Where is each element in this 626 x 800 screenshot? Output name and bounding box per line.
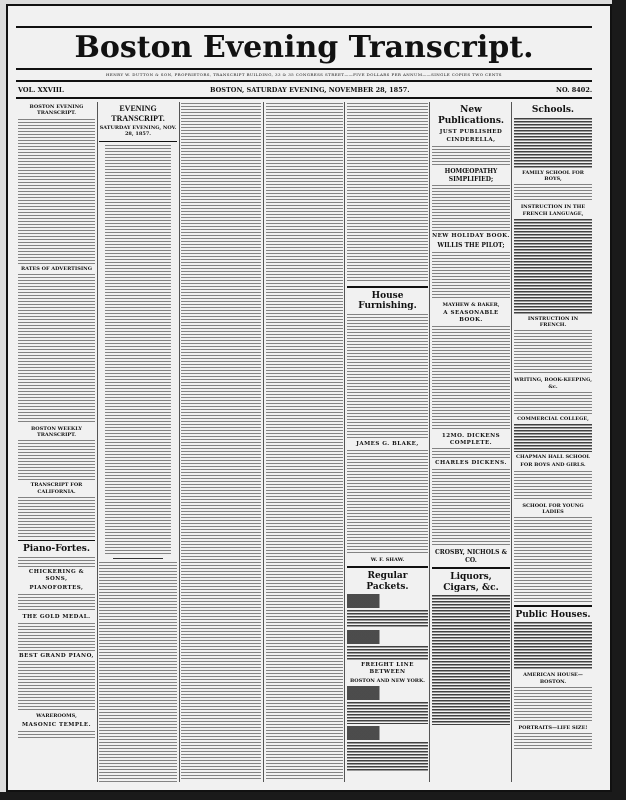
- body-text: [18, 731, 95, 739]
- ad-heading: MAYHEW & BAKER,: [442, 301, 500, 308]
- column-4: [266, 102, 343, 782]
- body-text: [432, 448, 510, 458]
- issue-date: BOSTON, SATURDAY EVENING, NOVEMBER 28, 1857.: [210, 86, 410, 94]
- volume-number: VOL. XXVIII.: [18, 86, 65, 94]
- dateline-bottom-rule: [16, 97, 592, 99]
- divider: [18, 540, 95, 542]
- column-3: [181, 102, 261, 782]
- heading: BOSTON WEEKLY TRANSCRIPT.: [30, 425, 83, 438]
- ad-heading: SCHOOL FOR YOUNG LADIES: [522, 502, 584, 515]
- ad-heading: PIANOFORTES,: [29, 584, 84, 591]
- body-text: [347, 742, 428, 772]
- ad-heading: CROSBY, NICHOLS & CO.: [435, 549, 507, 564]
- dateline-top-rule: [16, 80, 592, 82]
- section-heading: New Publications.: [437, 105, 505, 126]
- body-text: [432, 185, 510, 231]
- steamship-icon: [347, 630, 428, 644]
- ad-heading: PORTRAITS—LIFE SIZE!: [518, 724, 588, 731]
- heading: TRANSCRIPT FOR CALIFORNIA.: [30, 482, 83, 495]
- section-heading: House Furnishing.: [358, 290, 417, 312]
- body-text: [266, 103, 343, 779]
- section-heading: Regular Packets.: [366, 570, 409, 592]
- section-heading: Liquors, Cigars, &c.: [443, 571, 499, 593]
- body-text: [514, 622, 592, 670]
- body-text: [18, 661, 95, 711]
- body-text: [347, 314, 428, 439]
- body-text: [432, 326, 510, 431]
- column-5: [347, 102, 428, 782]
- ad-heading: CHICKERING & SONS,: [28, 569, 85, 582]
- body-text: [514, 424, 592, 452]
- masthead-top-rule: [16, 26, 592, 28]
- body-text: [181, 103, 261, 779]
- body-text: [18, 623, 95, 651]
- body-text: [514, 118, 592, 168]
- section-heading: Public Houses.: [515, 609, 591, 620]
- ad-heading: W. F. SHAW.: [370, 556, 405, 563]
- body-text: [514, 184, 592, 202]
- scan-edge-right: [612, 0, 626, 800]
- body-text: [18, 440, 95, 480]
- steamship-icon: [347, 686, 428, 700]
- body-text: [18, 119, 95, 264]
- body-text: [432, 595, 510, 725]
- ad-heading: WILLIS THE PILOT;: [437, 242, 505, 250]
- heading: BOSTON EVENING TRANSCRIPT.: [29, 104, 84, 117]
- body-text: [347, 450, 428, 555]
- column-1: [18, 102, 95, 782]
- ad-heading: CHAPMAN HALL SCHOOL: [516, 454, 590, 461]
- body-text: [514, 330, 592, 375]
- ad-heading: AMERICAN HOUSE—BOSTON.: [523, 672, 583, 685]
- divider: [347, 286, 428, 288]
- divider: [514, 605, 592, 607]
- steamship-icon: [347, 594, 428, 608]
- body-text: [514, 392, 592, 414]
- section-heading: Piano-Fortes.: [22, 544, 91, 555]
- column-divider: [263, 102, 264, 782]
- body-text: [347, 702, 428, 724]
- ad-heading: BEST GRAND PIANO,: [19, 652, 94, 659]
- divider: [432, 567, 510, 569]
- divider: [99, 141, 177, 143]
- scan-edge-bottom: [0, 792, 626, 800]
- body-text: [514, 517, 592, 602]
- ad-heading: MASONIC TEMPLE.: [22, 721, 91, 728]
- column-divider: [179, 102, 180, 782]
- heading: EVENING TRANSCRIPT.: [111, 104, 165, 123]
- poem-text: [105, 145, 171, 555]
- ad-heading: JUST PUBLISHED: [439, 128, 503, 135]
- ad-heading: WRITING, BOOK-KEEPING, &c.: [514, 377, 592, 390]
- body-text: [432, 252, 510, 300]
- ad-heading: INSTRUCTION IN THE FRENCH LANGUAGE,: [520, 204, 586, 217]
- ad-heading: NEW HOLIDAY BOOK.: [432, 233, 510, 240]
- ad-heading: FOR BOYS AND GIRLS.: [520, 462, 586, 469]
- issue-number: NO. 8402.: [556, 86, 593, 94]
- subheading: SATURDAY EVENING, NOV. 28, 1857.: [99, 125, 177, 138]
- body-text: [18, 274, 95, 424]
- body-text: [514, 733, 592, 749]
- column-divider: [97, 102, 98, 782]
- ad-heading: A SEASONABLE BOOK.: [443, 309, 499, 323]
- publisher-line: HENRY W. DUTTON & SON, PROPRIETORS, TRANSCRIPT BUILDING, 33 & 35 CONGRESS STREET——FIVE DOLLARS PER ANNUM——SINGLE COPIES TWO CENTS: [106, 72, 502, 77]
- ad-heading: CHARLES DICKENS.: [435, 460, 507, 467]
- ad-heading: CINDERELLA,: [446, 137, 496, 144]
- divider: [347, 566, 428, 568]
- divider: [113, 558, 163, 559]
- body-text: [18, 497, 95, 537]
- column-divider: [429, 102, 430, 782]
- body-text: [514, 687, 592, 723]
- column-6: [432, 102, 510, 782]
- masthead-bottom-rule: [16, 68, 592, 70]
- column-2: [99, 102, 177, 782]
- ad-heading: 12MO. DICKENS COMPLETE.: [441, 432, 501, 446]
- ad-heading: COMMERCIAL COLLEGE,: [517, 415, 589, 422]
- body-text: [18, 594, 95, 612]
- ad-heading: FAMILY SCHOOL FOR BOYS,: [522, 169, 584, 183]
- column-7: [514, 102, 592, 782]
- body-text: [18, 557, 95, 567]
- body-text: [432, 146, 510, 166]
- body-text: [99, 562, 177, 782]
- ad-heading: INSTRUCTION IN FRENCH.: [527, 315, 579, 329]
- section-heading: Schools.: [531, 105, 575, 115]
- column-divider: [511, 102, 512, 782]
- ad-heading: JAMES G. BLAKE,: [356, 441, 419, 448]
- body-text: [514, 471, 592, 501]
- steamship-icon: [347, 726, 428, 740]
- body-text: [514, 219, 592, 314]
- body-text: [347, 103, 428, 283]
- ad-heading: FREIGHT LINE BETWEEN: [361, 662, 414, 676]
- body-text: [432, 469, 510, 547]
- ad-heading: HOMŒOPATHY SIMPLIFIED;: [444, 168, 498, 183]
- masthead-title: Boston Evening Transcript.: [74, 30, 534, 65]
- ad-heading: WAREROOMS,: [36, 713, 77, 720]
- heading: RATES OF ADVERTISING: [20, 265, 93, 272]
- body-text: [347, 646, 428, 660]
- ad-heading: THE GOLD MEDAL.: [22, 613, 91, 620]
- column-divider: [344, 102, 345, 782]
- body-text: [347, 610, 428, 628]
- ad-heading: BOSTON AND NEW YORK.: [349, 678, 426, 685]
